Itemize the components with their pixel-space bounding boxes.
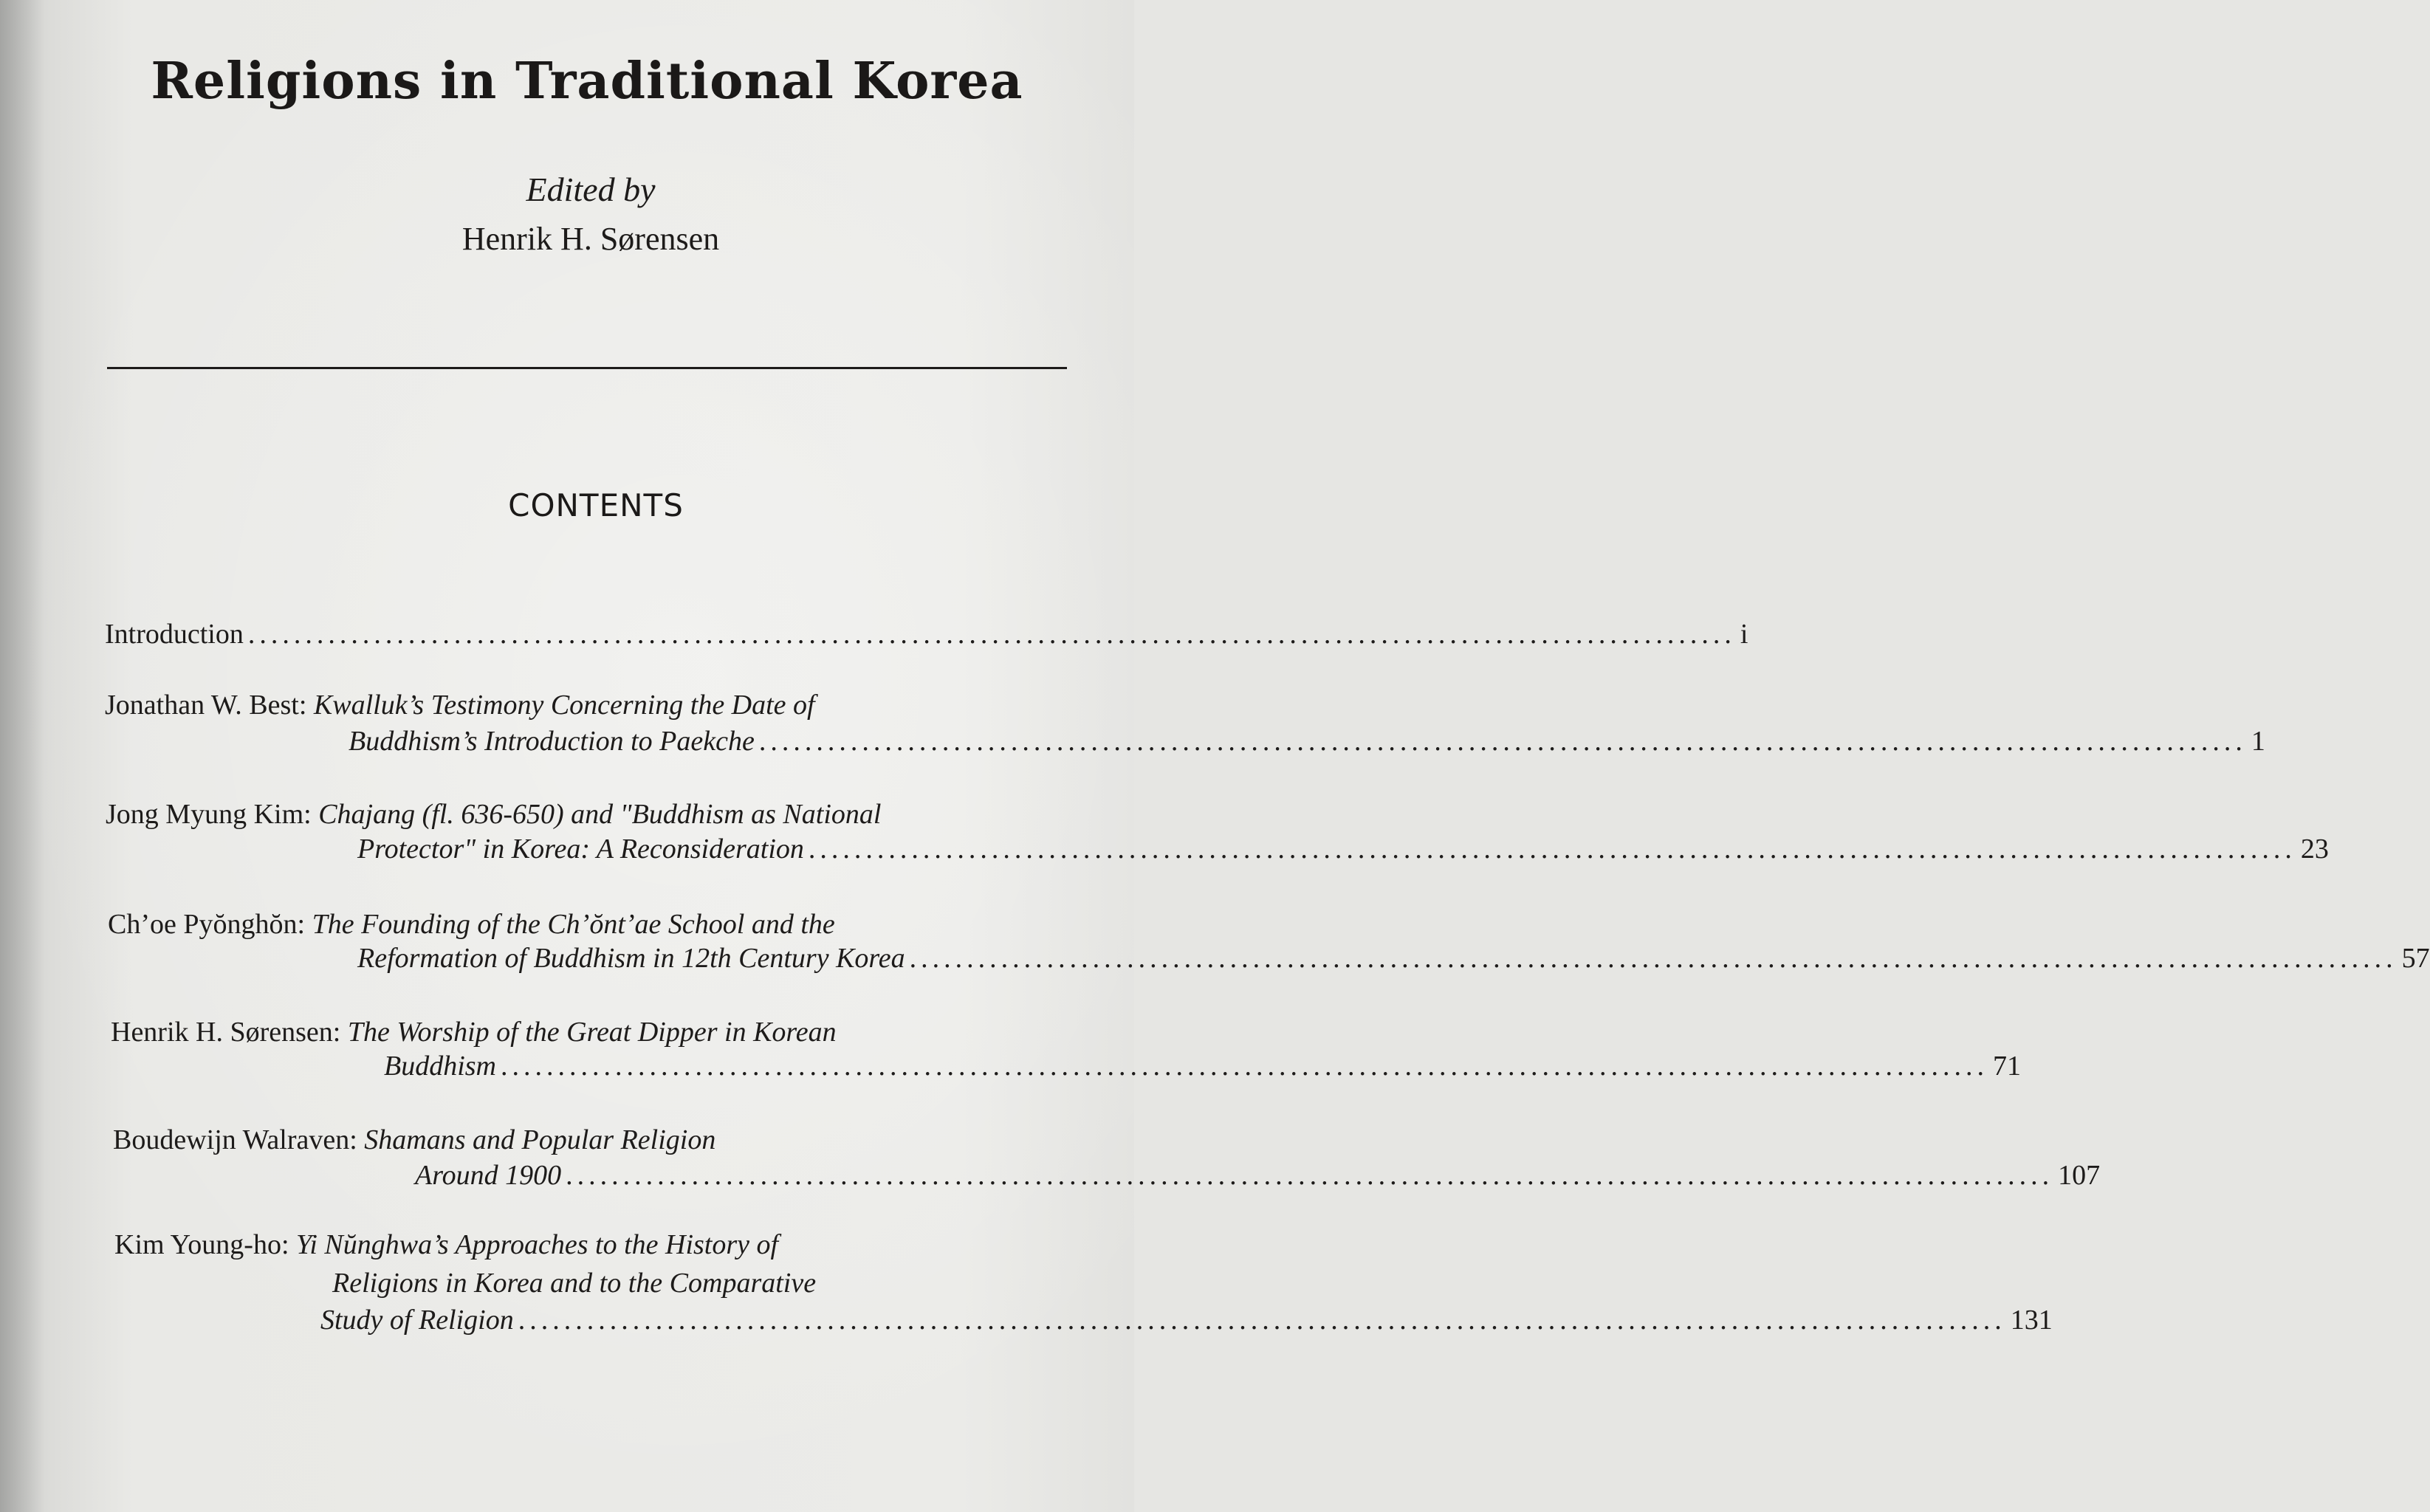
- toc-line: [108, 907, 835, 942]
- leader-dots: ..................................................................................................................................: [247, 619, 1736, 650]
- toc-line: [332, 1265, 816, 1301]
- leader-dots: ..................................................................................................................................: [909, 943, 2398, 974]
- leader-dots: ..................................................................................................................................: [501, 1051, 1988, 1082]
- toc-entry-title: Kwalluk’s Testimony Concerning the Date of: [313, 690, 815, 721]
- toc-line: [384, 1048, 2021, 1084]
- toc-entry-title: Yi Nŭnghwa’s Approaches to the History of: [296, 1229, 779, 1260]
- toc-entry-title: Buddhism’s Introduction to Paekche: [349, 726, 755, 757]
- editor-name: Henrik H. Sørensen: [461, 221, 720, 257]
- toc-entry-title: Study of Religion: [320, 1305, 514, 1336]
- toc-entry-title: Protector" in Korea: A Reconsideration: [357, 834, 804, 865]
- toc-line: [113, 1122, 715, 1158]
- toc-entry-author: Jong Myung Kim:: [106, 799, 319, 830]
- toc-entry-author: Boudewijn Walraven:: [113, 1124, 365, 1155]
- toc-entry-author: Kim Young-ho:: [114, 1229, 296, 1260]
- toc-entry-author: Jonathan W. Best:: [105, 690, 314, 721]
- toc-page-number: 1: [2251, 726, 2265, 757]
- toc-entry-title: Religions in Korea and to the Comparative: [332, 1268, 817, 1299]
- toc-entry-label: Introduction: [105, 619, 244, 650]
- toc-page-number: i: [1740, 619, 1748, 650]
- toc-line: [357, 831, 2329, 867]
- leader-dots: ..................................................................................................................................: [808, 834, 2296, 865]
- toc-line: [114, 1227, 778, 1262]
- toc-entry-title: The Worship of the Great Dipper in Korean: [347, 1017, 837, 1048]
- toc-entry-author: Henrik H. Sørensen:: [111, 1017, 348, 1048]
- toc-line: [349, 724, 2265, 759]
- toc-entry-title: Around 1900: [415, 1160, 562, 1191]
- toc-line: [111, 1014, 837, 1050]
- toc-line: [105, 687, 815, 723]
- toc-page-number: 23: [2300, 834, 2329, 865]
- toc-line: [105, 616, 1748, 652]
- horizontal-rule: [107, 367, 1067, 369]
- toc-entry-title: Reformation of Buddhism in 12th Century Korea: [357, 943, 905, 974]
- toc-entry-title: Buddhism: [384, 1051, 496, 1082]
- toc-line: [320, 1302, 2053, 1338]
- toc-line: [357, 941, 2430, 976]
- toc-line: [415, 1158, 2101, 1193]
- leader-dots: ..................................................................................................................................: [566, 1160, 2054, 1191]
- toc-entry-author: Ch’oe Pyŏnghŏn:: [108, 909, 312, 940]
- contents-heading: CONTENTS: [508, 487, 684, 523]
- toc-page-number: 107: [2058, 1160, 2101, 1191]
- edited-by-label: Edited by: [526, 171, 656, 208]
- toc-page-number: 131: [2010, 1305, 2053, 1336]
- book-title: Religions in Traditional Korea: [151, 52, 1023, 111]
- toc-entry-title: Chajang (fl. 636-650) and "Buddhism as National: [318, 799, 882, 830]
- toc-line: [106, 797, 881, 832]
- leader-dots: ..................................................................................................................................: [518, 1305, 2006, 1336]
- toc-entry-title: The Founding of the Ch’ŏnt’ae School and the: [312, 909, 835, 940]
- leader-dots: ..................................................................................................................................: [758, 726, 2247, 757]
- toc-entry-title: Shamans and Popular Religion: [364, 1124, 716, 1155]
- toc-page-number: 71: [1993, 1051, 2021, 1082]
- toc-page-number: 57: [2401, 943, 2430, 974]
